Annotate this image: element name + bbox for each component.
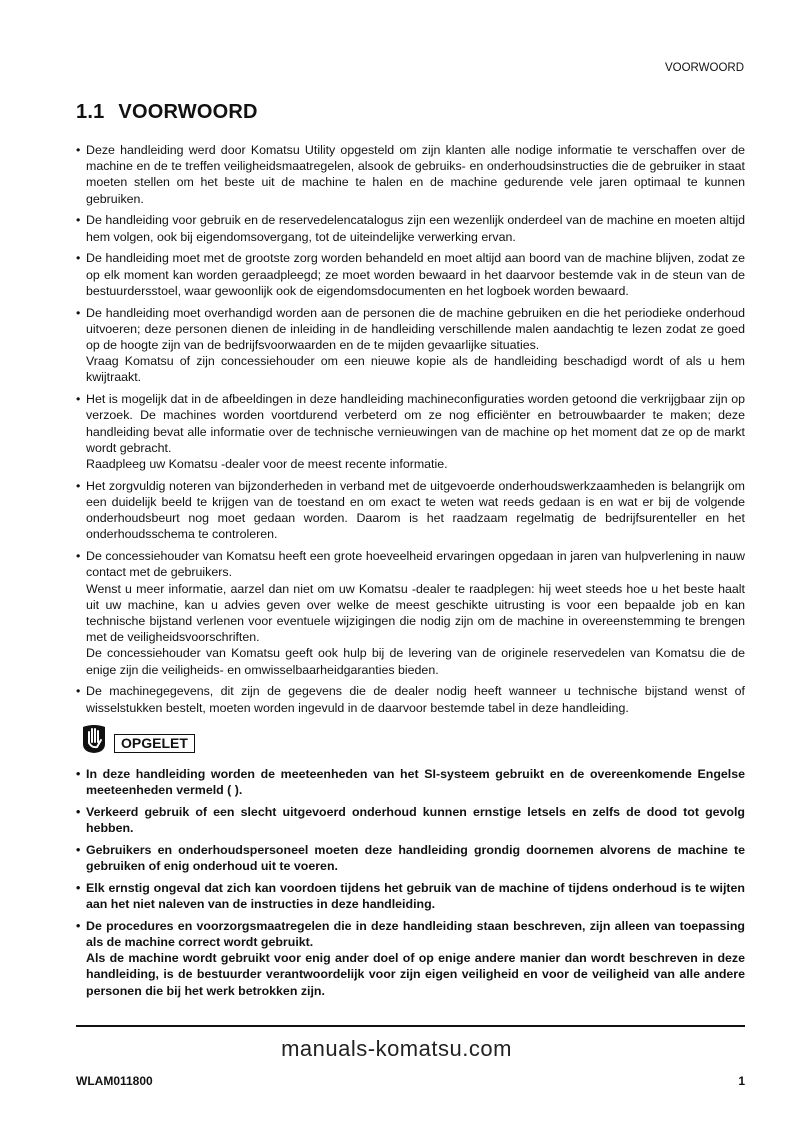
section-title: VOORWOORD (118, 101, 258, 123)
bullet: • (76, 842, 81, 857)
paragraph: Verkeerd gebruik of een slecht uitgevoerd onderhoud kunnen ernstige letsels en zelfs de dood tot gevolg hebben. (86, 804, 745, 836)
paragraph: De handleiding moet met de grootste zorg worden behandeld en moet altijd aan boord van de machine blijven, zodat ze op elk moment kan worden geraadpleegd; ze moet worden bewaard in het daarvoor bestemde vak in de steun van de bestuurdersstoel, waar gewoonlijk ook de eigendomsdocumenten en het logboek worden bewaard. (86, 251, 745, 298)
list-item (76, 142, 745, 207)
paragraph: Elk ernstig ongeval dat zich kan voordoen tijdens het gebruik van de machine of tijdens onderhoud is te wijten aan het niet naleven van de instructies in deze handleiding. (86, 880, 745, 912)
list-item (76, 250, 745, 299)
list-item (76, 478, 745, 543)
paragraph: Raadpleeg uw Komatsu -dealer voor de meest recente informatie. (86, 457, 448, 472)
list-item (76, 305, 745, 386)
paragraph: Het zorgvuldig noteren van bijzonderheden in verband met de uitgevoerde onderhoudswerkzaamheden is belangrijk om een duidelijk beeld te krijgen van de toestand en om exact te weten wat reeds gedaan is en wat er bij de volgende onderhoudsbeurt nog moet gedaan worden. Daarom is het raadzaam regelmatig de bedrijfsurenteller en het onderhoudsschema te controleren. (86, 478, 745, 542)
bullet: • (76, 143, 81, 157)
paragraph: De procedures en voorzorgsmaatregelen die in deze handleiding staan beschreven, zijn alleen van toepassing als de machine correct wordt gebruikt. (86, 918, 745, 950)
list-item (76, 212, 745, 244)
list-item (76, 683, 745, 715)
bullet: • (76, 478, 81, 493)
list-item (76, 391, 745, 472)
bullet: • (76, 251, 81, 266)
bullet: • (76, 804, 81, 819)
bullet: • (76, 549, 81, 564)
section-number: 1.1 (76, 101, 105, 123)
bullet-list (76, 142, 745, 716)
warning-label: OPGELET (114, 734, 195, 753)
paragraph: In deze handleiding worden de meeteenheden van het SI-systeem gebruikt en de overeenkomende Engelse meeteenheden vermeld ( ). (86, 766, 745, 798)
paragraph: De handleiding moet overhandigd worden aan de personen die de machine gebruiken en die het periodieke onderhoud uitvoeren; deze personen dienen de inleiding in de handleiding verschillende malen aandachtig te lezen zodat ze goed op de hoogte zijn van de bedrijfsvoorwaarden en de te mijden gevaarlijke situaties. (86, 305, 745, 353)
bullet: • (76, 213, 81, 228)
bullet: • (76, 305, 81, 320)
bullet: • (76, 392, 81, 407)
bullet: • (76, 918, 81, 933)
paragraph: Als de machine wordt gebruikt voor enig ander doel of op enige andere manier dan wordt beschreven in deze handleiding, is de bestuurder verantwoordelijk voor zijn eigen veiligheid en voor de veiligheid van alle andere personen die bij het werk betrokken zijn. (86, 951, 745, 998)
list-item (76, 548, 745, 678)
paragraph: Deze handleiding werd door Komatsu Utility opgesteld om zijn klanten alle nodige informatie te verschaffen over de machine en de te treffen veiligheidsmaatregelen, alsook de gebruiks- en onderhoudsinstructies die de gebruiker in staat moeten stellen om het beste uit de machine te halen en de machine gedurende vele jaren optimaal te kunnen gebruiken. (86, 143, 745, 206)
list-item (76, 842, 745, 874)
paragraph: De concessiehouder van Komatsu heeft een grote hoeveelheid ervaringen opgedaan in jaren van hulpverlening in nauw contact met de gebruikers. (86, 549, 745, 580)
document-code: WLAM011800 (76, 1074, 153, 1088)
page-title (76, 101, 258, 124)
paragraph: De handleiding voor gebruik en de reservedelencatalogus zijn een wezenlijk onderdeel van de machine en moeten altijd hem volgen, ook bij eigendomsovergang, tot de uiteindelijke verwerking ervan. (86, 213, 745, 244)
stop-hand-icon (80, 724, 108, 754)
list-item (76, 766, 745, 798)
running-header: VOORWOORD (664, 62, 744, 74)
warning-list (76, 766, 745, 999)
bullet: • (76, 880, 81, 895)
paragraph: Gebruikers en onderhoudspersoneel moeten deze handleiding grondig doornemen alvorens de machine te gebruiken of enig onderhoud uit te voeren. (86, 842, 745, 874)
warning-heading (78, 734, 745, 762)
paragraph: De machinegegevens, dit zijn de gegevens die de dealer nodig heeft wanneer u technische bijstand wenst of wisselstukken bestelt, moeten worden ingevuld in de daarvoor bestemde tabel in deze handleiding. (86, 684, 745, 715)
page-number: 1 (738, 1074, 745, 1088)
paragraph: Wenst u meer informatie, aarzel dan niet om uw Komatsu -dealer te raadplegen: hij weet steeds hoe u het beste haalt uit uw machine, kan u advies geven over welke de meest geschikte uitrusting is voor een bepaalde job en kan technische bijstand verlenen voor eventuele wijzigingen die nodig zijn om de machine in overeenstemming te brengen met de veiligheidsvoorschriften. (86, 581, 745, 645)
list-item (76, 880, 745, 912)
list-item (76, 804, 745, 836)
watermark: manuals-komatsu.com (281, 1036, 512, 1061)
divider (76, 1025, 745, 1027)
bullet: • (76, 684, 81, 699)
document-body (76, 142, 745, 1004)
list-item (76, 918, 745, 999)
paragraph: De concessiehouder van Komatsu geeft ook hulp bij de levering van de originele reservedelen van Komatsu die de enige zijn die veiligheids- en omwisselbaarheidgaranties bieden. (86, 646, 745, 677)
paragraph: Vraag Komatsu of zijn concessiehouder om een nieuwe kopie als de handleiding beschadigd wordt of als u hem kwijtraakt. (86, 354, 745, 385)
paragraph: Het is mogelijk dat in de afbeeldingen in deze handleiding machineconfiguraties worden getoond die verkrijgbaar zijn op verzoek. De machines worden voortdurend verbeterd om ze nog efficiënter en betrouwbaarder te maken; deze handleiding bevat alle informatie over de technische vernieuwingen van de machine op het moment dat ze op de markt wordt gebracht. (86, 392, 745, 455)
bullet: • (76, 766, 81, 781)
